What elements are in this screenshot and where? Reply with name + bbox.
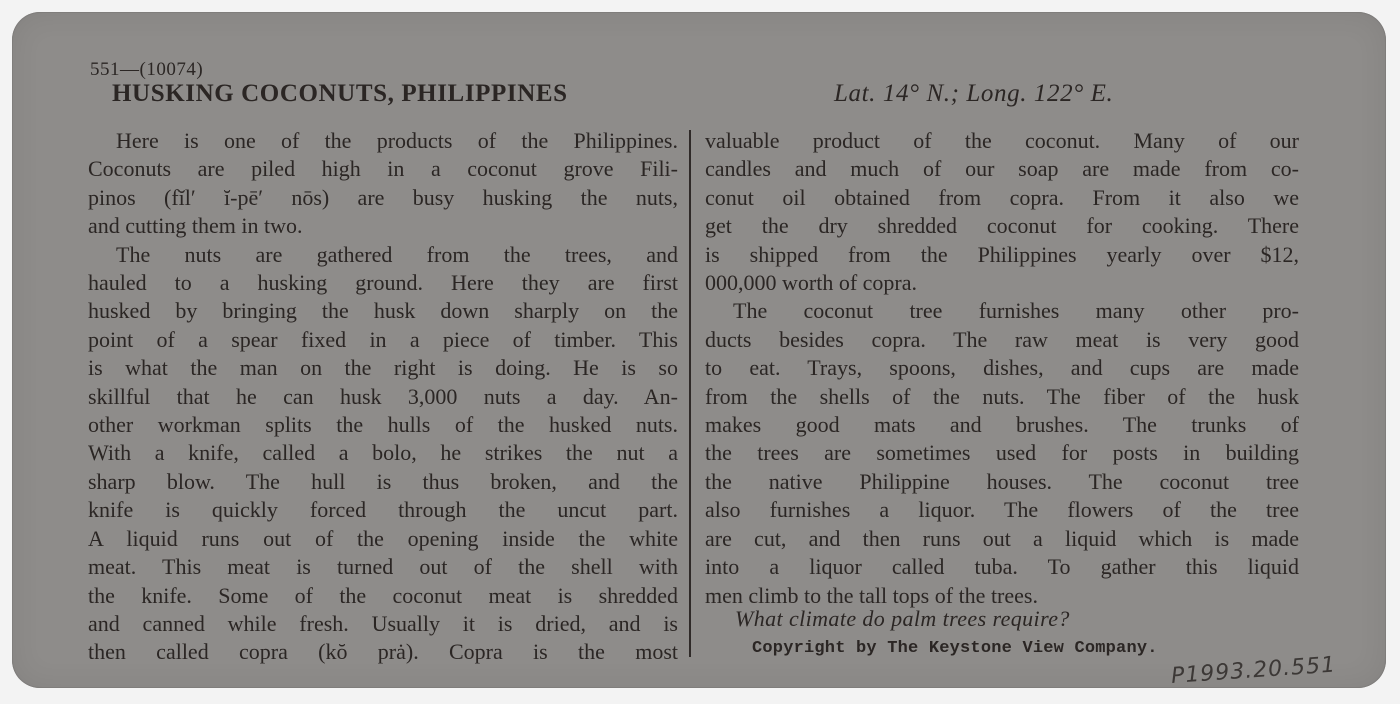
text-line: and cutting them in two. [88,213,303,239]
card-title: HUSKING COCONUTS, PHILIPPINES [112,80,568,107]
study-question: What climate do palm trees require? [735,606,1070,631]
text-line: Here is one of the products of the Philippines. [116,128,678,153]
coordinates: Lat. 14° N.; Long. 122° E. [834,80,1114,107]
text-line: the knife. Some of the coconut meat is shredded [88,582,678,608]
text-line: A liquid runs out of the opening inside the white [88,525,678,551]
text-line: to eat. Trays, spoons, dishes, and cups are made [705,355,1299,381]
text-line: are cut, and then runs out a liquid which is made [705,525,1299,551]
text-line: candles and much of our soap are made from co- [705,156,1299,182]
text-line: makes good mats and brushes. The trunks of [705,412,1299,438]
text-line: is what the man on the right is doing. He is so [88,355,678,381]
text-line: then called copra (kŏ prȧ). Copra is the most [88,639,678,665]
text-line: hauled to a husking ground. Here they are first [88,270,678,296]
right-text-column [705,127,1299,610]
text-line: knife is quickly forced through the uncut part. [88,497,678,523]
text-line: Coconuts are piled high in a coconut grove Fili- [88,156,678,182]
catalog-number: 551—(10074) [90,59,204,80]
text-line: The nuts are gathered from the trees, and [116,241,678,267]
text-line: conut oil obtained from copra. From it also we [705,184,1299,210]
inventory-number: P1993.20.551 [1170,652,1337,689]
text-line: pinos (fĭl′ ĭ-pē′ nōs) are busy husking the nuts, [88,184,678,210]
copyright-notice: Copyright by The Keystone View Company. [752,639,1158,658]
text-line: from the shells of the nuts. The fiber of the husk [705,383,1299,409]
text-line: The coconut tree furnishes many other pro- [733,298,1299,324]
text-line: ducts besides copra. The raw meat is very good [705,326,1299,352]
text-line: husked by bringing the husk down sharply on the [88,298,678,324]
text-line: valuable product of the coconut. Many of our [705,128,1299,153]
text-line: meat. This meat is turned out of the shell with [88,554,678,580]
text-line: other workman splits the hulls of the husked nuts. [88,412,678,438]
text-line: With a knife, called a bolo, he strikes the nut a [88,440,678,466]
left-text-column [88,127,678,667]
text-line: and canned while fresh. Usually it is dried, and is [88,610,678,636]
stereoview-card-back [12,12,1386,688]
text-line: the native Philippine houses. The coconut tree [705,468,1299,494]
text-line: 000,000 worth of copra. [705,270,918,296]
text-line: men climb to the tall tops of the trees. [705,582,1038,608]
text-line: into a liquor called tuba. To gather this liquid [705,554,1299,580]
column-divider [689,130,691,657]
text-line: is shipped from the Philippines yearly over $12, [705,241,1299,267]
text-line: the trees are sometimes used for posts in building [705,440,1299,466]
text-line: skillful that he can husk 3,000 nuts a day. An- [88,383,678,409]
text-line: get the dry shredded coconut for cooking. There [705,213,1299,239]
text-line: also furnishes a liquor. The flowers of the tree [705,497,1299,523]
text-line: sharp blow. The hull is thus broken, and the [88,468,678,494]
text-line: point of a spear fixed in a piece of timber. This [88,326,678,352]
